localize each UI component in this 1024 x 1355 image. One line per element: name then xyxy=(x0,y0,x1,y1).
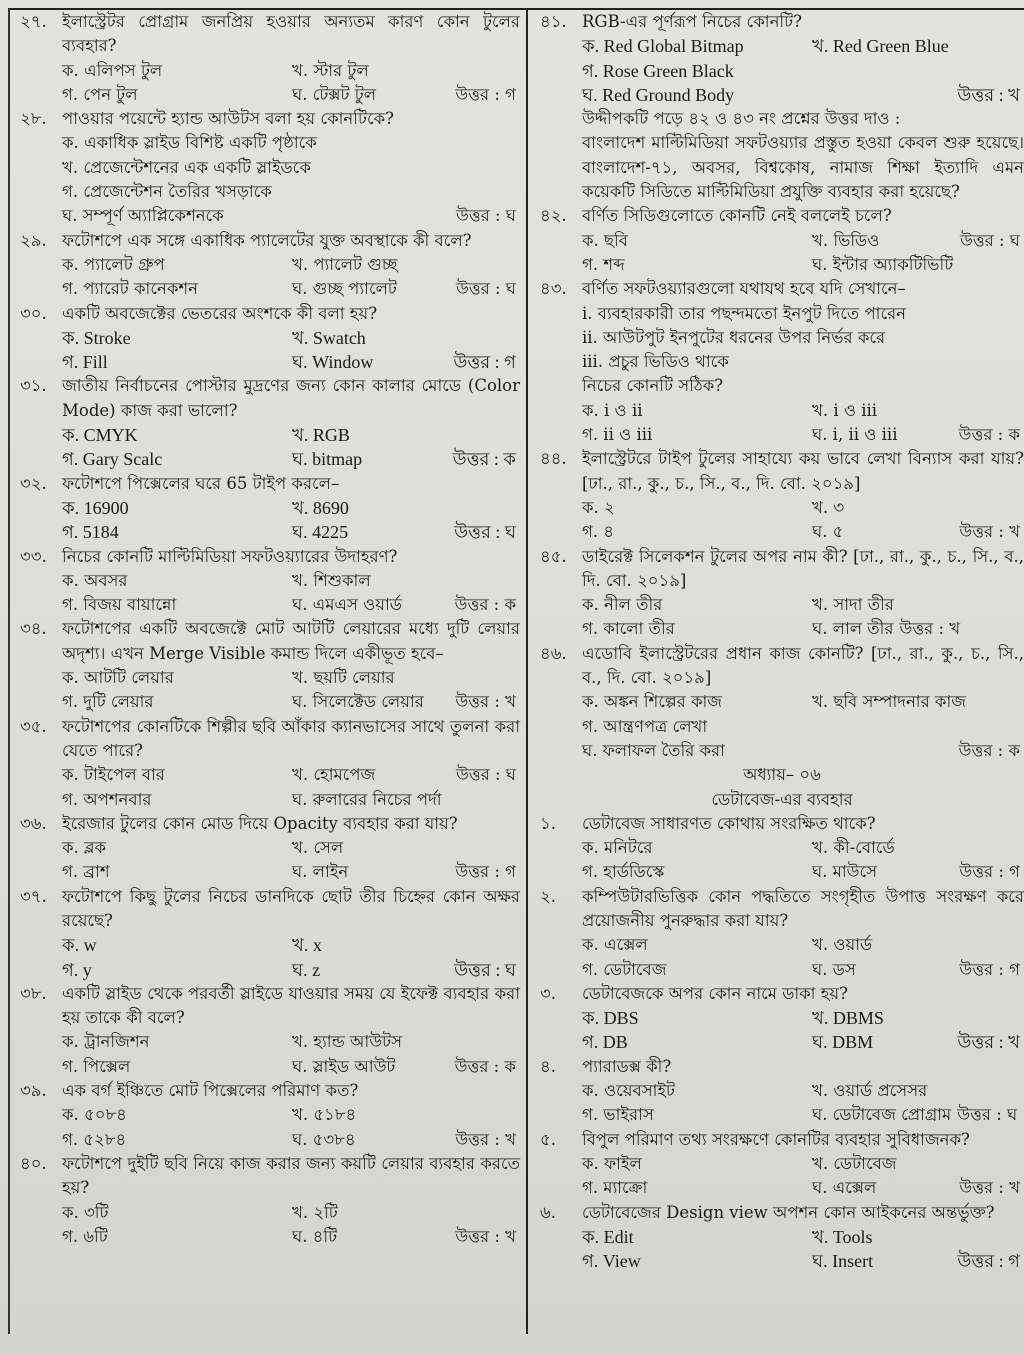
left-column xyxy=(20,10,520,1249)
option-ka: ক. CMYK xyxy=(62,425,138,446)
option-gha: ঘ. ইন্টার অ্যাকটিভিটি xyxy=(812,254,954,274)
question-29 xyxy=(20,229,520,302)
question-text: এডোবি ইলাস্ট্রেটরের প্রধান কাজ কোনটি? [ঢা., রা., কু., চ., সি., ব., দি. বো. ২০১৯] xyxy=(582,643,1024,688)
question-number: ৪২. xyxy=(540,206,567,226)
answer: উত্তর : ঘ xyxy=(454,959,516,980)
question-43 xyxy=(540,277,1024,447)
answer: উত্তর : খ xyxy=(455,1226,516,1246)
option-kha: খ. 8690 xyxy=(292,497,349,518)
option-gha: ঘ. ৪টি xyxy=(292,1226,338,1246)
db-question-6 xyxy=(540,1201,1024,1274)
option-gha: ঘ. bitmap xyxy=(292,449,363,470)
option-kha: খ. ২টি xyxy=(292,1202,338,1222)
option-kha: খ. Tools xyxy=(812,1226,873,1247)
question-35 xyxy=(20,715,520,812)
question-number: ৩১. xyxy=(20,376,47,396)
option-ga: গ. পিক্সেল xyxy=(62,1056,131,1076)
question-text: নিচের কোনটি মাল্টিমিডিয়া সফটওয়্যারের উদাহরণ? xyxy=(62,546,398,566)
question-text: প্যারাডক্স কী? xyxy=(582,1056,672,1076)
option-ka: ক. ফাইল xyxy=(582,1153,642,1173)
answer: উত্তর : ক xyxy=(958,425,1020,445)
left-rule xyxy=(8,9,10,1334)
question-number: ৪০. xyxy=(20,1153,47,1173)
db-question-4 xyxy=(540,1055,1024,1128)
option-kha: খ. RGB xyxy=(292,425,350,446)
answer: উত্তর : খ xyxy=(957,84,1020,105)
option-ga: গ. Rose Green Black xyxy=(582,60,734,81)
option-kha: খ. কী-বোর্ডে xyxy=(812,838,895,858)
option-ga: গ. আন্ত্রণপত্র লেখা xyxy=(582,716,708,736)
option-kha: খ. ৫১৮৪ xyxy=(292,1105,357,1125)
option-ka: ক. আটটি লেয়ার xyxy=(62,668,174,688)
stimulus-body: বাংলাদেশ মাল্টিমিডিয়া সফটওয়্যার প্রস্তুত হওয়া কেবল শুরু হয়েছে। বাংলাদেশ-৭১, অবসর, বিশ্বকোষ, নামাজ শিক্ষা ইত্যাদি এমন কয়েকটি সিডিতে মাল্টিমিডিয়া প্রযুক্তি ব্যবহার করা হয়েছে? xyxy=(582,133,1024,202)
question-text: ইরেজার টুলের কোন মোড দিয়ে Opacity ব্যবহার করা যায়? xyxy=(62,813,458,833)
question-number: ৩০. xyxy=(20,303,47,323)
answer: উত্তর : খ xyxy=(959,522,1020,542)
answer: উত্তর : ঘ xyxy=(456,206,516,226)
option-ka: ক. 16900 xyxy=(62,497,129,518)
option-ka: ক. মনিটরে xyxy=(582,838,653,858)
option-gha: ঘ. ডেটাবেজ প্রোগ্রাম xyxy=(812,1105,952,1125)
question-46 xyxy=(540,642,1024,763)
option-ka: ক. w xyxy=(62,935,97,956)
question-number: ৪৬. xyxy=(540,643,567,663)
answer: উত্তর : খ xyxy=(455,1129,516,1149)
question-40 xyxy=(20,1152,520,1249)
question-number: ৩৭. xyxy=(20,886,47,906)
option-ga: গ. ii ও iii xyxy=(582,425,653,445)
option-ga: গ. প্যারেট কানেকশন xyxy=(62,279,198,299)
question-number: ৩৬. xyxy=(20,813,47,833)
question-text: একটি অবজেক্টের ভেতরের অংশকে কী বলা হয়? xyxy=(62,303,378,323)
right-column xyxy=(540,10,1024,1273)
question-text: ডাইরেক্ট সিলেকশন টুলের অপর নাম কী? [ঢা., রা., কু., চ., সি., ব., দি. বো. ২০১৯] xyxy=(582,546,1024,590)
option-ka: ক. Red Global Bitmap xyxy=(582,36,744,57)
question-number: ২৭. xyxy=(20,12,47,31)
option-ka: ক. Edit xyxy=(582,1226,634,1247)
option-gha: ঘ. লাইন xyxy=(292,862,349,882)
option-ka: ক. টাইপেল বার xyxy=(62,765,165,785)
answer: উত্তর : ক xyxy=(454,595,516,615)
question-33 xyxy=(20,545,520,618)
answer: উত্তর : ঘ xyxy=(456,765,516,785)
question-30 xyxy=(20,302,520,375)
option-kha: খ. Red Green Blue xyxy=(812,36,949,57)
question-text: ফটোশপের একটি অবজেক্টে মোট আটটি লেয়ারের মধ্যে দুটি লেয়ার অদৃশ্য। এখন Merge Visible কমান্ড দিলে একীভূত হবে– xyxy=(62,619,520,663)
option-kha: খ. ছয়টি লেয়ার xyxy=(292,668,395,688)
db-question-1 xyxy=(540,812,1024,885)
option-ga: গ. 5184 xyxy=(62,522,119,543)
statement-iii: iii. প্রচুর ভিডিও থাকে xyxy=(582,352,729,372)
option-ka: ক. ওয়েবসাইট xyxy=(582,1081,675,1101)
question-27 xyxy=(20,10,520,107)
answer: উত্তর : গ xyxy=(455,862,516,882)
question-32 xyxy=(20,472,520,545)
option-ga: গ. ম্যাক্রো xyxy=(582,1178,648,1198)
option-ga: গ. দুটি লেয়ার xyxy=(62,692,154,712)
question-text: ফটোশপে পিক্সেলের ঘরে 65 টাইপ করলে– xyxy=(62,473,340,493)
question-text: কম্পিউটারভিত্তিক কোন পদ্ধতিতে সংগৃহীত উপাত্ত সংরক্ষণ করে প্রয়োজনীয় পুনরুদ্ধার করা যায়? xyxy=(582,886,1024,930)
answer: উত্তর : গ xyxy=(453,352,516,373)
answer: উত্তর : খ xyxy=(959,1178,1020,1198)
option-gha: ঘ. Insert xyxy=(812,1251,874,1272)
option-kha: খ. স্টার টুল xyxy=(292,60,369,80)
question-text: ফটোশপে কিছু টুলের নিচের ডানদিকে ছোট তীর চিহ্নের কোন অক্ষর রয়েছে? xyxy=(62,886,520,930)
option-ka: ক. অঙ্কন শিল্পের কাজ xyxy=(582,692,723,712)
question-number: ৪. xyxy=(540,1056,556,1076)
question-number: ৩৮. xyxy=(20,983,47,1003)
option-gha: ঘ. গুচ্ছ প্যালেট xyxy=(292,279,397,299)
question-number: ১. xyxy=(540,813,556,833)
option-ga: গ. Gary Scalc xyxy=(62,449,163,470)
answer: উত্তর : গ xyxy=(959,959,1020,979)
option-ga: গ. ব্রাশ xyxy=(62,862,110,882)
question-number: ৩২. xyxy=(20,473,47,493)
option-ka: ক. ৩টি xyxy=(62,1202,109,1222)
option-gha: ঘ. এক্সেল xyxy=(812,1178,877,1198)
option-kha: খ. ছবি সম্পাদনার কাজ xyxy=(812,692,966,712)
question-text: ডেটাবেজের Design view অপশন কোন আইকনের অন্তর্ভুক্ত? xyxy=(582,1202,995,1222)
option-kha: খ. প্যালেট গুচ্ছ xyxy=(292,254,398,274)
db-question-5 xyxy=(540,1128,1024,1201)
question-44 xyxy=(540,447,1024,544)
answer: উত্তর : ক xyxy=(958,740,1020,760)
answer: উত্তর : গ xyxy=(959,862,1020,882)
option-kha: খ. ওয়ার্ড প্রসেসর xyxy=(812,1081,928,1101)
option-gha: ঘ. DBM xyxy=(812,1032,874,1053)
option-gha: ঘ. রুলারের নিচের পর্দা xyxy=(292,789,442,809)
question-number: ২৮. xyxy=(20,109,47,129)
option-ka: ক. i ও ii xyxy=(582,400,643,420)
question-text: ডেটাবেজকে অপর কোন নামে ডাকা হয়? xyxy=(582,983,848,1003)
answer: উত্তর : গ xyxy=(957,1251,1020,1272)
question-number: ২. xyxy=(540,886,556,906)
question-36 xyxy=(20,812,520,885)
answer: উত্তর : ঘ xyxy=(960,230,1020,250)
question-31 xyxy=(20,374,520,471)
answer: উত্তর : ক xyxy=(452,449,516,470)
chapter-label: অধ্যায়– ০৬ xyxy=(743,765,821,785)
option-ga: গ. প্রেজেন্টেশন তৈরির খসড়াকে xyxy=(62,182,272,202)
option-gha: ঘ. সম্পূর্ণ অ্যাপ্লিকেশনকে xyxy=(62,206,224,226)
statement-ii: ii. আউটপুট ইনপুটের ধরনের উপর নির্ভর করে xyxy=(582,327,886,347)
option-ka: ক. প্যালেট গ্রুপ xyxy=(62,254,165,274)
statement-i: i. ব্যবহারকারী তার পছন্দমতো ইনপুট দিতে পারেন xyxy=(582,303,906,323)
question-text: পাওয়ার পয়েন্টে হ্যান্ড আউটস বলা হয় কোনটিকে? xyxy=(62,109,394,129)
option-ga: গ. ডেটাবেজ xyxy=(582,959,667,979)
option-ga: গ. ৬টি xyxy=(62,1226,108,1246)
option-ga: গ. বিজয় বায়ান্নো xyxy=(62,595,177,615)
option-gha: ঘ. z xyxy=(292,959,321,980)
option-ga: গ. পেন টুল xyxy=(62,84,138,104)
option-ga: গ. Fill xyxy=(62,352,108,373)
option-gha: ঘ. লাল তীর xyxy=(812,619,894,639)
question-text: এক বর্গ ইঞ্চিতে মোট পিক্সেলের পরিমাণ কত? xyxy=(62,1081,359,1101)
question-42 xyxy=(540,204,1024,277)
option-kha: খ. ওয়ার্ড xyxy=(812,935,873,955)
option-ka: ক. Stroke xyxy=(62,327,131,348)
question-number: ৬. xyxy=(540,1202,556,1222)
chapter-title: ডেটাবেজ-এর ব্যবহার xyxy=(711,789,853,809)
answer: উত্তর : ঘ xyxy=(957,1105,1018,1125)
option-kha: খ. x xyxy=(292,935,322,956)
question-text: ডেটাবেজ সাধারণত কোথায় সংরক্ষিত থাকে? xyxy=(582,813,876,833)
db-question-2 xyxy=(540,885,1024,982)
question-text: ইলাস্ট্রেটরে টাইপ টুলের সাহায্যে কয় ভাবে লেখা বিন্যাস করা যায়? [ঢা., রা., কু., চ., সি., ব., দি. বো. ২০১৯] xyxy=(582,449,1024,493)
statement-prompt: নিচের কোনটি সঠিক? xyxy=(582,376,724,396)
question-number: ৪৫. xyxy=(540,546,567,566)
option-ga: গ. হার্ডডিস্কে xyxy=(582,862,665,882)
option-gha: ঘ. ডস xyxy=(812,959,856,979)
question-39 xyxy=(20,1079,520,1152)
question-text: RGB-এর পূর্ণরূপ নিচের কোনটি? xyxy=(582,12,802,31)
option-ka: ক. একাধিক স্লাইড বিশিষ্ট একটি পৃষ্ঠাকে xyxy=(62,133,317,153)
question-text: বর্ণিত সিডিগুলোতে কোনটি নেই বললেই চলে? xyxy=(582,206,892,226)
option-kha: খ. i ও iii xyxy=(812,400,878,420)
option-gha: ঘ. Window xyxy=(292,352,374,373)
option-ga: গ. ভাইরাস xyxy=(582,1105,654,1125)
option-gha: ঘ. ৫৩৮৪ xyxy=(292,1129,356,1149)
question-28 xyxy=(20,107,520,228)
option-kha: খ. ৩ xyxy=(812,497,845,517)
question-text: ফটোশপে দুইটি ছবি নিয়ে কাজ করার জন্য কয়টি লেয়ার ব্যবহার করতে হয়? xyxy=(62,1153,520,1198)
option-ka: ক. ৫০৮৪ xyxy=(62,1105,127,1125)
question-number: ৩৯. xyxy=(20,1081,47,1101)
question-text: বর্ণিত সফটওয়্যারগুলো যথাযথ হবে যদি সেখানে– xyxy=(582,279,906,299)
option-gha: ঘ. মাউসে xyxy=(812,862,878,882)
question-number: ৪১. xyxy=(540,12,567,31)
question-number: ৪৩. xyxy=(540,279,567,299)
answer: উত্তর : ক xyxy=(454,1056,516,1076)
question-number: ৫. xyxy=(540,1129,556,1149)
option-ga: গ. ৪ xyxy=(582,522,615,542)
option-ka: ক. ট্রানজিশন xyxy=(62,1032,150,1052)
option-ka: ক. ছবি xyxy=(582,230,628,250)
question-text: ইলাস্ট্রেটর প্রোগ্রাম জনপ্রিয় হওয়ার অন্যতম কারণ কোন টুলের ব্যবহার? xyxy=(62,12,520,56)
option-kha: খ. ভিডিও xyxy=(812,230,880,250)
answer: উত্তর : ঘ xyxy=(454,522,516,543)
option-ka: ক. এলিপস টুল xyxy=(62,60,163,80)
option-kha: খ. ডেটাবেজ xyxy=(812,1153,897,1173)
option-ka: ক. ব্লক xyxy=(62,838,107,858)
option-kha: খ. শিশুকাল xyxy=(292,570,371,590)
option-kha: খ. প্রেজেন্টেশনের এক একটি স্লাইডকে xyxy=(62,157,311,177)
question-34 xyxy=(20,617,520,714)
answer: উত্তর : ঘ xyxy=(456,279,516,299)
question-37 xyxy=(20,885,520,982)
stimulus-passage xyxy=(540,107,1024,204)
answer: উত্তর : খ xyxy=(899,619,961,639)
option-ga: গ. y xyxy=(62,959,92,980)
question-41 xyxy=(540,10,1024,107)
column-divider xyxy=(526,9,528,1334)
question-text: জাতীয় নির্বাচনের পোস্টার মুদ্রণের জন্য কোন কালার মোডে (Color Mode) কাজ করা ভালো? xyxy=(62,376,520,420)
option-gha: ঘ. এমএস ওয়ার্ড xyxy=(292,595,402,615)
option-kha: খ. হ্যান্ড আউটস xyxy=(292,1032,402,1052)
question-text: ফটোশপের কোনটিকে শিল্পীর ছবি আঁকার ক্যানভাসের সাথে তুলনা করা যেতে পারে? xyxy=(62,716,520,760)
option-ga: গ. কালো তীর xyxy=(582,619,675,639)
answer: উত্তর : গ xyxy=(455,84,516,104)
option-gha: ঘ. স্লাইড আউট xyxy=(292,1056,396,1076)
option-gha: ঘ. 4225 xyxy=(292,522,349,543)
option-ga: গ. DB xyxy=(582,1032,628,1053)
option-gha: ঘ. Red Ground Body xyxy=(582,84,735,105)
option-gha: ঘ. সিলেক্টেড লেয়ার xyxy=(292,692,424,712)
option-ga: গ. View xyxy=(582,1251,641,1272)
option-kha: খ. সাদা তীর xyxy=(812,595,894,615)
option-ka: ক. নীল তীর xyxy=(582,595,663,615)
option-ga: গ. শব্দ xyxy=(582,254,625,274)
option-ka: ক. DBS xyxy=(582,1008,639,1029)
option-ga: গ. অপশনবার xyxy=(62,789,152,809)
question-number: ৩৪. xyxy=(20,619,47,639)
option-ka: ক. ২ xyxy=(582,497,615,517)
question-number: ৩৩. xyxy=(20,546,47,566)
question-number: ৪৪. xyxy=(540,449,567,469)
question-45 xyxy=(540,545,1024,642)
question-text: ফটোশপে এক সঙ্গে একাধিক প্যালেটের যুক্ত অবস্থাকে কী বলে? xyxy=(62,230,472,250)
option-kha: খ. DBMS xyxy=(812,1008,884,1029)
stimulus-heading: উদ্দীপকটি পড়ে ৪২ ও ৪৩ নং প্রশ্নের উত্তর দাও : xyxy=(582,109,901,129)
option-ga: গ. ৫২৮৪ xyxy=(62,1129,127,1149)
option-kha: খ. সেল xyxy=(292,838,344,858)
option-gha: ঘ. ফলাফল তৈরি করা xyxy=(582,740,725,760)
question-number: ২৯. xyxy=(20,230,47,250)
question-number: ৩. xyxy=(540,983,556,1003)
question-number: ৩৫. xyxy=(20,716,47,736)
option-ka: ক. এক্সেল xyxy=(582,935,648,955)
option-gha: ঘ. i, ii ও iii xyxy=(812,425,898,445)
question-text: বিপুল পরিমাণ তথ্য সংরক্ষণে কোনটির ব্যবহার সুবিধাজনক? xyxy=(582,1129,970,1149)
db-question-3 xyxy=(540,982,1024,1055)
answer: উত্তর : খ xyxy=(957,1032,1020,1053)
answer: উত্তর : খ xyxy=(455,692,516,712)
question-text: একটি স্লাইড থেকে পরবর্তী স্লাইডে যাওয়ার সময় যে ইফেক্ট ব্যবহার করা হয় তাকে কী বলে? xyxy=(62,983,520,1028)
option-gha: ঘ. ৫ xyxy=(812,522,844,542)
option-gha: ঘ. টেক্সট টুল xyxy=(292,84,377,104)
option-ka: ক. অবসর xyxy=(62,570,128,590)
option-kha: খ. হোমপেজ xyxy=(292,765,376,785)
question-38 xyxy=(20,982,520,1079)
option-kha: খ. Swatch xyxy=(292,327,366,348)
